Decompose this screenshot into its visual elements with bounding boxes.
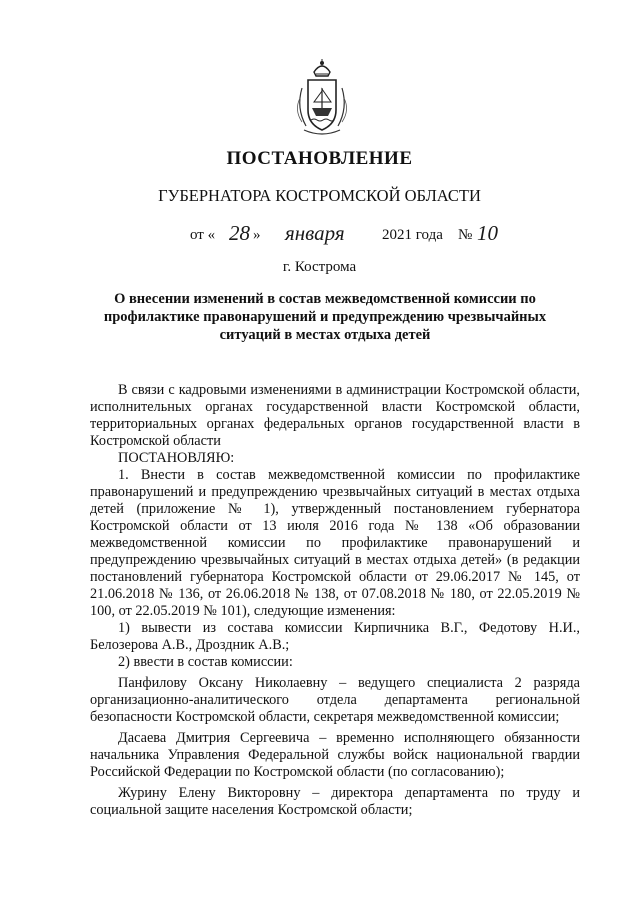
- member-zhurina-paragraph: Журину Елену Викторовну – директора департамента по труду и социальной защите населения Костромской области;: [90, 785, 580, 818]
- resolve-paragraph: ПОСТАНОВЛЯЮ:: [118, 450, 235, 466]
- subitem-1-paragraph: 1) вывести из состава комиссии Кирпичника В.Г., Федотову Н.И., Белозерова А.В., Дроздник А.В.;: [90, 620, 580, 653]
- subitem-2-paragraph: 2) ввести в состав комиссии:: [118, 654, 293, 670]
- date-day: 28: [229, 221, 250, 245]
- member-dasaev-paragraph: Дасаева Дмитрия Сергеевича – временно исполняющего обязанности начальника Управления Федеральной службы войск национальной гвардии Российской Федерации по Костромской области (по согласованию);: [90, 730, 580, 780]
- date-year: 2021 года: [382, 227, 443, 243]
- number-label: №: [458, 227, 473, 243]
- date-quote-close: »: [253, 227, 261, 243]
- document-body: [90, 382, 580, 819]
- item-1-paragraph: 1. Внести в состав межведомственной комиссии по профилактике правонарушений и предупреждению чрезвычайных ситуаций в местах отдыха детей (приложение № 1), утвержденный постановлением губернатора Костромской области от 13 июля 2016 года № 138 «Об образовании межведомственной комиссии по профилактике правонарушений и предупреждению чрезвычайных ситуаций в местах отдыха детей» (в редакции постановлений губернатора Костромской области от 29.06.2017 № 145, от 21.06.2018 № 136, от 26.06.2018 № 138, от 07.08.2018 № 180, от 22.05.2019 № 100, от 22.05.2019 № 101), следующие изменения:: [90, 467, 580, 619]
- coat-of-arms-icon: [292, 58, 352, 136]
- preamble-paragraph: В связи с кадровыми изменениями в администрации Костромской области, исполнительных органах государственной власти Костромской области, территориальных органах федеральных органов государственной власти в Костромской области: [90, 382, 580, 449]
- page-title: ПОСТАНОВЛЕНИЕ: [226, 148, 413, 169]
- issuer-subtitle: ГУБЕРНАТОРА КОСТРОМСКОЙ ОБЛАСТИ: [158, 186, 481, 205]
- date-month: января: [285, 221, 345, 245]
- city-line: г. Кострома: [282, 259, 357, 275]
- member-panfilova-paragraph: Панфилову Оксану Николаевну – ведущего специалиста 2 разряда организационно-аналитического отдела департамента региональной безопасности Костромской области, секретаря межведомственной комиссии;: [90, 675, 580, 725]
- date-prefix: от «: [190, 227, 216, 243]
- date-line: [190, 221, 520, 251]
- document-heading: О внесении изменений в состав межведомственной комиссии по профилактике правонарушений и предупреждению чрезвычайных ситуаций в местах отдыха детей: [103, 291, 547, 343]
- document-number: 10: [477, 221, 498, 245]
